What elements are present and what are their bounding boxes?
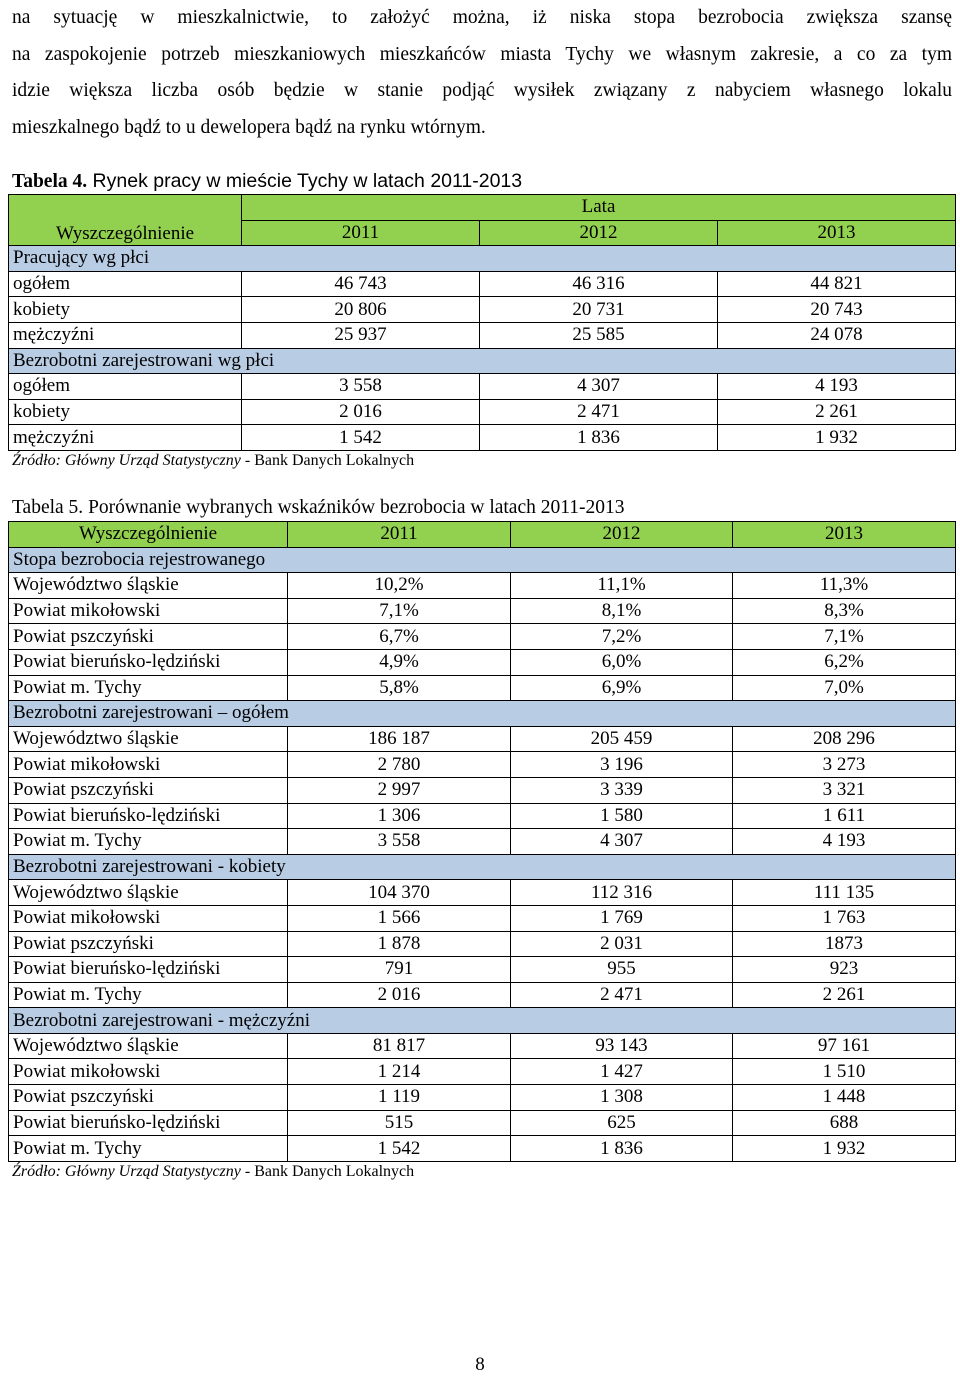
table-row — [9, 1136, 956, 1162]
row-value: 688 — [733, 1110, 956, 1136]
row-label: Powiat m. Tychy — [9, 982, 288, 1008]
row-value: 1 308 — [511, 1085, 733, 1111]
row-value: 1 427 — [511, 1059, 733, 1085]
row-value: 24 078 — [718, 322, 956, 348]
row-value: 7,0% — [733, 675, 956, 701]
table5-section-title: Bezrobotni zarejestrowani - kobiety — [9, 854, 956, 880]
table4-col-header: Wyszczególnienie — [9, 195, 242, 246]
table4-caption — [12, 170, 522, 193]
table5-section-title: Stopa bezrobocia rejestrowanego — [9, 547, 956, 573]
table5-section-row — [9, 854, 956, 880]
row-value: 7,1% — [733, 624, 956, 650]
row-value: 3 196 — [511, 752, 733, 778]
table4-section-title: Pracujący wg płci — [9, 246, 956, 272]
row-value: 4 193 — [718, 374, 956, 400]
row-value: 6,0% — [511, 649, 733, 675]
table4-year-header: 2013 — [718, 220, 956, 246]
row-value: 1 510 — [733, 1059, 956, 1085]
row-value: 205 459 — [511, 726, 733, 752]
table-row — [9, 297, 956, 323]
row-value: 93 143 — [511, 1033, 733, 1059]
row-value: 2 016 — [288, 982, 511, 1008]
table5-year-header: 2013 — [733, 522, 956, 548]
row-value: 11,3% — [733, 573, 956, 599]
table-row — [9, 649, 956, 675]
row-value: 923 — [733, 957, 956, 983]
row-value: 4,9% — [288, 649, 511, 675]
row-value: 1 763 — [733, 905, 956, 931]
table4-caption-label: Tabela 4. — [12, 171, 88, 192]
table5-section-title: Bezrobotni zarejestrowani - mężczyźni — [9, 1008, 956, 1034]
row-value: 791 — [288, 957, 511, 983]
row-value: 1873 — [733, 931, 956, 957]
table4-year-header: 2011 — [242, 220, 480, 246]
row-value: 1 932 — [718, 425, 956, 451]
row-value: 1 769 — [511, 905, 733, 931]
table5-section-row — [9, 1008, 956, 1034]
row-value: 2 997 — [288, 777, 511, 803]
row-value: 625 — [511, 1110, 733, 1136]
row-value: 6,9% — [511, 675, 733, 701]
row-label: kobiety — [9, 297, 242, 323]
intro-line: na zaspokojenie potrzeb mieszkaniowych mieszkańców miasta Tychy we własnym zakresie, a co za tym — [12, 43, 952, 65]
table4-source-italic: Źródło: Główny Urząd Statystyczny — [12, 452, 241, 469]
row-value: 104 370 — [288, 880, 511, 906]
table5-caption — [12, 497, 625, 519]
intro-line: idzie większa liczba osób będzie w stanie podjąć wysiłek związany z nabyciem własnego lokalu — [12, 80, 952, 101]
row-value: 111 135 — [733, 880, 956, 906]
table-row — [9, 880, 956, 906]
table4-year-header: 2012 — [480, 220, 718, 246]
row-label: kobiety — [9, 399, 242, 425]
row-value: 1 611 — [733, 803, 956, 829]
table-row — [9, 777, 956, 803]
table5-section-row — [9, 547, 956, 573]
row-value: 8,1% — [511, 598, 733, 624]
row-value: 955 — [511, 957, 733, 983]
table4-source-rest: - Bank Danych Lokalnych — [240, 452, 415, 469]
row-label: Powiat bieruńsko-lędziński — [9, 957, 288, 983]
row-label: Powiat mikołowski — [9, 905, 288, 931]
table5-header-row — [9, 522, 956, 548]
table5-source — [12, 1163, 414, 1181]
table-row — [9, 752, 956, 778]
row-value: 186 187 — [288, 726, 511, 752]
row-value: 2 031 — [511, 931, 733, 957]
row-value: 20 731 — [480, 297, 718, 323]
intro-line: na sytuację w mieszkalnictwie, to założyć można, iż niska stopa bezrobocia zwiększa szansę — [12, 7, 952, 28]
row-label: Powiat m. Tychy — [9, 829, 288, 855]
row-label: Powiat bieruńsko-lędziński — [9, 649, 288, 675]
table4-section-title: Bezrobotni zarejestrowani wg płci — [9, 348, 956, 374]
row-value: 5,8% — [288, 675, 511, 701]
table4-section-row — [9, 246, 956, 272]
table-row — [9, 675, 956, 701]
row-label: Powiat pszczyński — [9, 1085, 288, 1111]
row-value: 25 585 — [480, 322, 718, 348]
row-value: 2 016 — [242, 399, 480, 425]
row-value: 20 743 — [718, 297, 956, 323]
table5-caption-label: Tabela 5. — [12, 497, 84, 518]
row-value: 3 558 — [288, 829, 511, 855]
row-value: 81 817 — [288, 1033, 511, 1059]
row-value: 7,1% — [288, 598, 511, 624]
row-label: Województwo śląskie — [9, 880, 288, 906]
table4-header-row — [9, 195, 956, 221]
row-value: 1 119 — [288, 1085, 511, 1111]
row-label: Województwo śląskie — [9, 726, 288, 752]
intro-line: mieszkalnego bądź to u dewelopera bądź na rynku wtórnym. — [12, 116, 486, 138]
row-value: 1 836 — [511, 1136, 733, 1162]
row-label: Województwo śląskie — [9, 1033, 288, 1059]
row-label: Powiat bieruńsko-lędziński — [9, 1110, 288, 1136]
row-value: 1 932 — [733, 1136, 956, 1162]
row-value: 44 821 — [718, 271, 956, 297]
row-label: Powiat m. Tychy — [9, 675, 288, 701]
row-value: 208 296 — [733, 726, 956, 752]
row-value: 1 448 — [733, 1085, 956, 1111]
table5-year-header: 2012 — [511, 522, 733, 548]
row-value: 3 321 — [733, 777, 956, 803]
row-label: Powiat mikołowski — [9, 1059, 288, 1085]
row-label: ogółem — [9, 271, 242, 297]
row-value: 20 806 — [242, 297, 480, 323]
table4-group-header: Lata — [242, 195, 956, 221]
row-value: 1 836 — [480, 425, 718, 451]
table-row — [9, 598, 956, 624]
row-value: 2 261 — [718, 399, 956, 425]
row-value: 4 193 — [733, 829, 956, 855]
table-row — [9, 931, 956, 957]
page-number: 8 — [475, 1354, 485, 1375]
table-row — [9, 1033, 956, 1059]
row-value: 3 339 — [511, 777, 733, 803]
row-label: Powiat bieruńsko-lędziński — [9, 803, 288, 829]
row-value: 2 471 — [511, 982, 733, 1008]
table-row — [9, 425, 956, 451]
row-value: 515 — [288, 1110, 511, 1136]
table-row — [9, 1059, 956, 1085]
row-value: 2 471 — [480, 399, 718, 425]
row-value: 1 542 — [242, 425, 480, 451]
table5-source-italic: Źródło: Główny Urząd Statystyczny — [12, 1163, 241, 1180]
row-value: 1 878 — [288, 931, 511, 957]
table-row — [9, 957, 956, 983]
table5-section-row — [9, 701, 956, 727]
row-value: 3 558 — [242, 374, 480, 400]
row-label: mężczyźni — [9, 322, 242, 348]
intro-paragraph — [12, 0, 952, 146]
table4-section-row — [9, 348, 956, 374]
row-value: 7,2% — [511, 624, 733, 650]
row-value: 1 566 — [288, 905, 511, 931]
table5-section-title: Bezrobotni zarejestrowani – ogółem — [9, 701, 956, 727]
table-row — [9, 829, 956, 855]
row-label: Powiat pszczyński — [9, 624, 288, 650]
row-label: Powiat pszczyński — [9, 777, 288, 803]
row-label: Powiat mikołowski — [9, 598, 288, 624]
table5-year-header: 2011 — [288, 522, 511, 548]
row-value: 46 743 — [242, 271, 480, 297]
table-row — [9, 1110, 956, 1136]
table4-caption-text: Rynek pracy w mieście Tychy w latach 2011-2013 — [87, 170, 523, 192]
table-row — [9, 271, 956, 297]
row-label: Województwo śląskie — [9, 573, 288, 599]
row-value: 4 307 — [480, 374, 718, 400]
table-row — [9, 726, 956, 752]
table-row — [9, 905, 956, 931]
row-value: 6,2% — [733, 649, 956, 675]
row-value: 6,7% — [288, 624, 511, 650]
table-row — [9, 573, 956, 599]
row-value: 97 161 — [733, 1033, 956, 1059]
row-label: Powiat mikołowski — [9, 752, 288, 778]
table-row — [9, 624, 956, 650]
row-value: 1 214 — [288, 1059, 511, 1085]
row-value: 1 306 — [288, 803, 511, 829]
table5 — [8, 521, 956, 1162]
row-value: 11,1% — [511, 573, 733, 599]
table-row — [9, 322, 956, 348]
table-row — [9, 1085, 956, 1111]
row-value: 1 580 — [511, 803, 733, 829]
row-label: Powiat pszczyński — [9, 931, 288, 957]
table-row — [9, 399, 956, 425]
table-row — [9, 803, 956, 829]
table4-source — [12, 452, 414, 470]
table-row — [9, 982, 956, 1008]
row-label: ogółem — [9, 374, 242, 400]
row-value: 1 542 — [288, 1136, 511, 1162]
table5-col-header: Wyszczególnienie — [9, 522, 288, 548]
row-value: 25 937 — [242, 322, 480, 348]
row-value: 3 273 — [733, 752, 956, 778]
row-label: Powiat m. Tychy — [9, 1136, 288, 1162]
row-value: 46 316 — [480, 271, 718, 297]
row-value: 10,2% — [288, 573, 511, 599]
table5-caption-text: Porównanie wybranych wskaźników bezrobocia w latach 2011-2013 — [83, 497, 625, 518]
table-row — [9, 374, 956, 400]
table5-source-rest: - Bank Danych Lokalnych — [240, 1163, 415, 1180]
row-value: 2 780 — [288, 752, 511, 778]
row-value: 8,3% — [733, 598, 956, 624]
row-value: 2 261 — [733, 982, 956, 1008]
row-value: 112 316 — [511, 880, 733, 906]
row-value: 4 307 — [511, 829, 733, 855]
table4 — [8, 194, 956, 451]
row-label: mężczyźni — [9, 425, 242, 451]
